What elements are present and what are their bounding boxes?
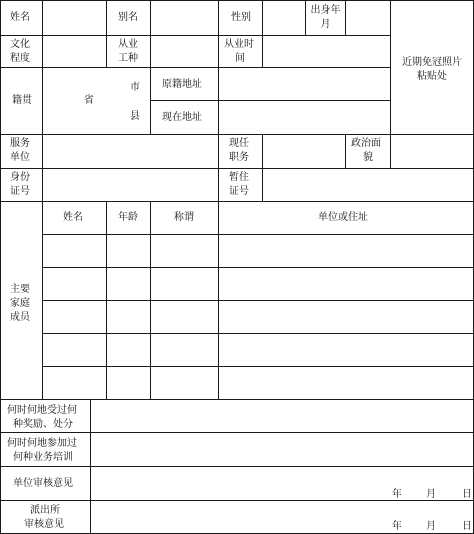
rule xyxy=(106,0,107,67)
rule xyxy=(0,399,474,400)
rule xyxy=(262,134,263,201)
rule xyxy=(150,100,390,101)
education-label-1: 文化 xyxy=(10,39,30,50)
orig-addr-label: 原籍地址 xyxy=(162,79,202,90)
post-label-1: 现任 xyxy=(229,138,249,149)
photo-label-1: 近期免冠照片 xyxy=(402,57,462,68)
rule xyxy=(0,432,474,433)
jobtime-label-2: 间 xyxy=(235,53,245,64)
family-label-1: 主要 xyxy=(10,284,30,295)
rule xyxy=(0,0,1,534)
photo-label-2: 粘贴处 xyxy=(417,71,447,82)
name-label: 姓名 xyxy=(10,12,30,23)
alias-label: 别名 xyxy=(118,12,138,23)
birth-label-1: 出身年 xyxy=(310,5,341,16)
family-label-2: 家庭 xyxy=(10,298,30,309)
id-label-1: 身份 xyxy=(10,172,30,183)
rule xyxy=(218,201,219,399)
train-label-1: 何时何地参加过 xyxy=(7,438,77,449)
rule xyxy=(0,500,474,501)
tmp-label-1: 暂住 xyxy=(229,172,249,183)
reward-label-1: 何时何地受过何 xyxy=(7,405,77,416)
reward-label-2: 种奖励、处分 xyxy=(13,419,73,430)
rule xyxy=(0,35,390,36)
rule xyxy=(0,0,474,1)
rule xyxy=(90,399,91,534)
jobtime-label-1: 从业时 xyxy=(224,39,254,50)
unit-label-1: 服务 xyxy=(10,138,30,149)
rule xyxy=(0,201,474,202)
police-label-1: 派出所 xyxy=(30,505,60,516)
province-label: 省 xyxy=(84,95,94,106)
unit-label-2: 单位 xyxy=(10,152,30,163)
unit-review-day: 日 xyxy=(462,489,472,500)
police-label-2: 审核意见 xyxy=(24,519,64,530)
county-label: 县 xyxy=(130,111,140,122)
origin-label: 籍贯 xyxy=(12,95,32,106)
rule xyxy=(262,0,263,67)
unit-review-month: 月 xyxy=(426,489,436,500)
rule xyxy=(150,0,151,134)
rule xyxy=(42,134,43,201)
politic-label-2: 貌 xyxy=(363,152,373,163)
unit-review-label: 单位审核意见 xyxy=(13,478,73,489)
rule xyxy=(345,0,346,35)
rule xyxy=(218,67,219,134)
education-label-2: 程度 xyxy=(10,53,30,64)
rule xyxy=(0,134,474,135)
police-review-year: 年 xyxy=(392,521,402,532)
rule xyxy=(106,201,107,399)
birth-label-2: 月 xyxy=(320,19,331,30)
family-label-3: 成员 xyxy=(10,312,30,323)
id-label-2: 证号 xyxy=(10,186,30,197)
job-label-2: 工种 xyxy=(118,53,138,64)
rule xyxy=(218,0,219,67)
police-review-day: 日 xyxy=(462,521,472,532)
police-review-month: 月 xyxy=(426,521,436,532)
fam-name-header: 姓名 xyxy=(63,212,83,223)
rule xyxy=(150,201,151,399)
rule xyxy=(42,0,43,67)
fam-age-header: 年龄 xyxy=(118,212,138,223)
train-label-2: 何种业务培训 xyxy=(13,452,73,463)
tmp-label-2: 证号 xyxy=(229,186,249,197)
rule xyxy=(390,134,391,168)
fam-unit-header: 单位或住址 xyxy=(318,212,368,223)
city-label: 市 xyxy=(130,82,140,93)
rule xyxy=(345,134,346,168)
rule xyxy=(42,201,43,399)
rule xyxy=(0,168,474,169)
fam-title-header: 称谓 xyxy=(174,212,194,223)
curr-addr-label: 现在地址 xyxy=(162,112,202,123)
rule xyxy=(218,134,219,201)
job-label-1: 从业 xyxy=(118,39,138,50)
post-label-2: 职务 xyxy=(229,152,249,163)
unit-review-year: 年 xyxy=(392,489,402,500)
rule xyxy=(42,67,43,134)
rule xyxy=(0,466,474,467)
politic-label-1: 政治面 xyxy=(351,138,381,149)
rule xyxy=(0,67,390,68)
gender-label: 性别 xyxy=(231,12,251,23)
